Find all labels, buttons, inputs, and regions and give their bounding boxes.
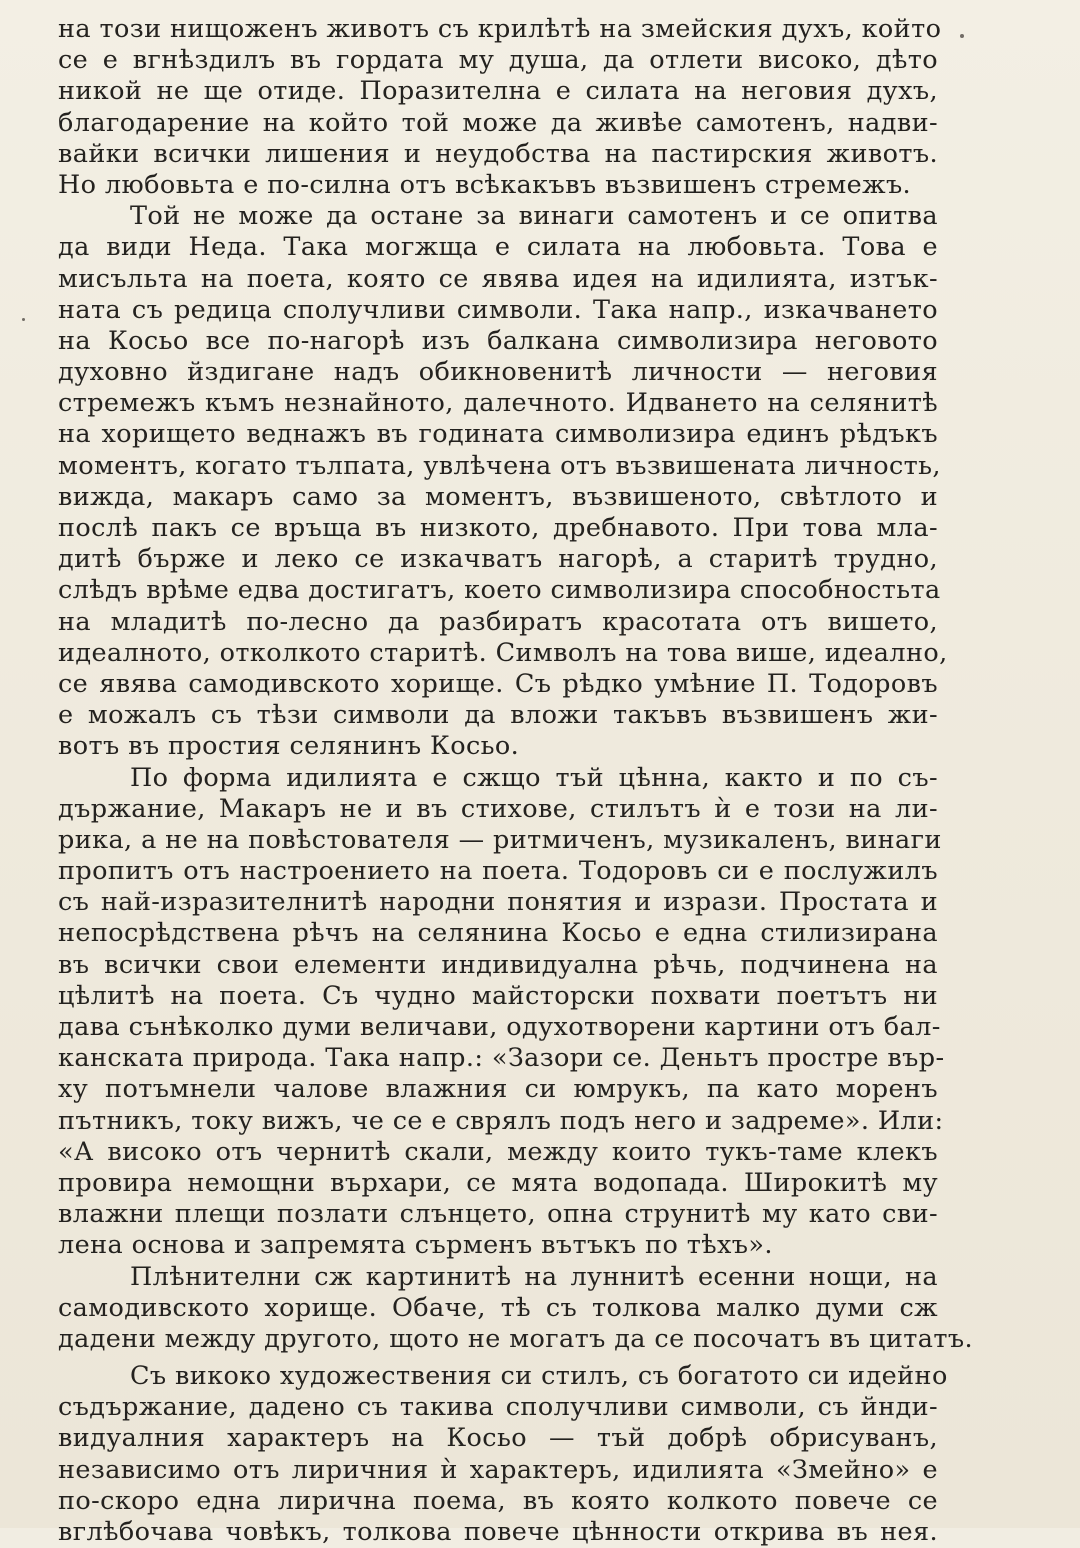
- text-line: рика, а не на повѣстователя — ритмиченъ, музикаленъ, винаги: [58, 824, 942, 855]
- text-line: пропитъ отъ настроението на поета. Тодоровъ си е послужилъ: [58, 856, 938, 887]
- text-line: цѣлитѣ на поета. Съ чудно майсторски похвати поетътъ ни: [58, 980, 938, 1011]
- text-line: духовно йздигане надъ обикновенитѣ личности — неговия: [58, 357, 938, 388]
- text-line: провира немощни върхари, се мята водопада. Широкитѣ му: [58, 1167, 938, 1198]
- text-line: непосрѣдствена рѣчъ на селянина Косьо е една стилизирана: [58, 918, 938, 949]
- text-line: видуалния характеръ на Косьо — тъй добрѣ обрисуванъ,: [58, 1423, 938, 1454]
- text-line: ната съ редица сполучливи символи. Така напр., изкачването: [58, 294, 938, 325]
- text-line: Съ викоко художествения си стилъ, съ богатото си идейно: [130, 1361, 948, 1392]
- paragraph: [58, 762, 945, 1262]
- text-line: на Косьо все по-нагорѣ изъ балкана символизира неговото: [58, 325, 938, 356]
- text-line: да види Неда. Така могжща е силата на любовьта. Това е: [58, 232, 938, 263]
- text-line: самодивското хорище. Обаче, тѣ съ толкова малко думи сж: [58, 1292, 938, 1323]
- text-line: моментъ, когато тълпата, увлѣчена отъ възвишената личность,: [58, 450, 941, 481]
- ink-speck: [960, 34, 964, 38]
- text-line: стремежъ къмъ незнайното, далечното. Идването на селянитѣ: [58, 388, 938, 419]
- text-line: вижда, макаръ само за моментъ, възвишеното, свѣтлото и: [58, 481, 938, 512]
- text-line: «А високо отъ чернитѣ скали, между които тукъ-таме клекъ: [58, 1136, 938, 1167]
- text-line: Но любовьта е по-силна отъ всѣкакъвъ възвишенъ стремежъ.: [58, 169, 912, 200]
- text-line: лена основа и запремята сърменъ вътъкъ по тѣхъ».: [58, 1230, 773, 1261]
- text-line: послѣ пакъ се връща въ низкото, дребнавото. При това мла-: [58, 513, 938, 543]
- text-line: въ всички свои елементи индивидуална рѣчь, подчинена на: [58, 949, 938, 980]
- text-line: слѣдъ врѣме едва достигатъ, което символизира способностьта: [58, 575, 941, 606]
- text-line: влажни плещи позлати слънцето, опна струнитѣ му като сви-: [58, 1199, 938, 1230]
- text-line: вотъ въ простия селянинъ Косьо.: [58, 731, 520, 762]
- text-line: съдържание, дадено съ такива сполучливи символи, съ йнди-: [58, 1392, 938, 1423]
- text-line: По форма идилията е сжщо тъй цѣнна, както и по съ-: [130, 762, 938, 793]
- paragraph: [58, 1361, 948, 1548]
- paragraph: [58, 14, 942, 201]
- text-line: съ най-изразителнитѣ народни понятия и изрази. Простата и: [58, 887, 938, 918]
- text-line: вглѣбочава човѣкъ, толкова повече цѣнности открива въ нея.: [58, 1517, 938, 1547]
- text-line: канската природа. Така напр.: «Зазори се. Деньтъ простре вър-: [58, 1043, 945, 1074]
- text-line: по-скоро една лирична поема, въ която колкото повече се: [58, 1485, 938, 1516]
- text-line: на младитѣ по-лесно да разбиратъ красотата отъ вишето,: [58, 606, 938, 637]
- text-line: на този нищоженъ животъ съ крилѣтѣ на змейския духъ, който: [58, 14, 942, 44]
- text-line: се е вгнѣздилъ въ гордата му душа, да отлети високо, дѣто: [58, 45, 938, 76]
- text-line: благодарение на който той може да живѣе самотенъ, надви-: [58, 107, 938, 138]
- text-line: Плѣнителни сж картинитѣ на луннитѣ есенни нощи, на: [130, 1261, 938, 1292]
- text-line: вайки всички лишения и неудобства на пастирския животъ.: [58, 138, 938, 169]
- text-line: дитѣ бърже и леко се изкачватъ нагорѣ, а старитѣ трудно,: [58, 544, 938, 575]
- body-text: [58, 14, 973, 1548]
- text-line: независимо отъ лиричния ѝ характеръ, идилията «Змейно» е: [58, 1454, 938, 1485]
- text-line: ху потъмнели чалове влажния си юмрукъ, па като моренъ: [58, 1074, 938, 1105]
- text-line: е можалъ съ тѣзи символи да вложи такъвъ възвишенъ жи-: [58, 700, 938, 731]
- paragraph: [58, 1261, 973, 1356]
- paragraph: [58, 201, 948, 762]
- text-line: дава сънѣколко думи величави, одухотворени картини отъ бал-: [58, 1012, 941, 1042]
- text-line: държание, Макаръ не и въ стихове, стилътъ ѝ е този на ли-: [58, 793, 938, 824]
- text-line: се явява самодивското хорище. Съ рѣдко умѣние П. Тодоровъ: [58, 668, 938, 699]
- text-line: пътникъ, току вижъ, че се е сврялъ подъ него и задреме». Или:: [58, 1105, 944, 1136]
- text-line: Той не може да остане за винаги самотенъ и се опитва: [130, 201, 938, 232]
- text-line: мисъльта на поета, която се явява идея на идилията, изтък-: [58, 263, 938, 294]
- text-line: на хорището веднажъ въ годината символизира единъ рѣдъкъ: [58, 419, 938, 450]
- text-line: дадени между другото, щото не могатъ да се посочатъ въ цитатъ.: [58, 1323, 973, 1354]
- text-line: идеалното, отколкото старитѣ. Символъ на това више, идеално,: [58, 637, 948, 668]
- ink-speck: [22, 318, 25, 321]
- text-line: никой не ще отиде. Поразителна е силата на неговия духъ,: [58, 76, 938, 107]
